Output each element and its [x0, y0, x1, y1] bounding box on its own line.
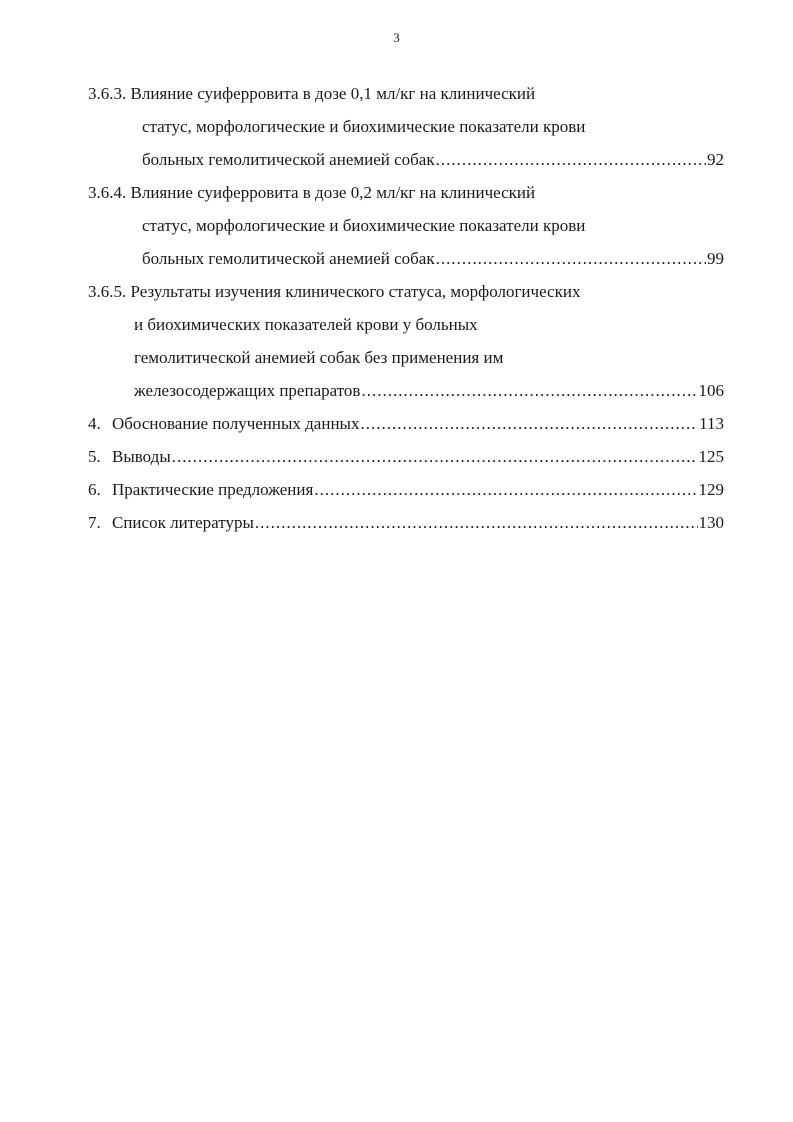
toc-entry-title: Результаты изучения клинического статуса, морфологических — [130, 282, 581, 301]
dot-leader — [361, 374, 697, 407]
toc-entry-number: 4. — [88, 414, 101, 433]
toc-page-number: 130 — [698, 513, 724, 532]
toc-page-number: 106 — [698, 381, 724, 400]
toc-entry-number: 3.6.4. — [88, 183, 127, 202]
toc-entry-title: железосодержащих препаратов — [134, 381, 361, 400]
toc-entry-number: 7. — [88, 513, 101, 532]
toc-entry-3-6-3-line-3 — [88, 143, 724, 176]
toc-entry-number: 6. — [88, 480, 101, 499]
toc-entry-3-6-5-line-3: гемолитической анемией собак без применения им — [134, 348, 504, 367]
toc-entry-title: Список литературы — [112, 513, 254, 532]
toc-entry-number: 3.6.5. — [88, 282, 127, 301]
dot-leader — [360, 407, 698, 440]
toc-page-number: 113 — [699, 414, 724, 433]
toc-entry-title: Практические предложения — [112, 480, 314, 499]
toc-entry-title: больных гемолитической анемией собак — [142, 150, 435, 169]
toc-entry-3-6-4-line-1 — [88, 176, 724, 209]
toc-entry-number: 5. — [88, 447, 101, 466]
toc-entry-number: 3.6.3. — [88, 84, 127, 103]
toc-entry-3-6-5-line-4 — [88, 374, 724, 407]
toc-page-number: 129 — [698, 480, 724, 499]
toc-entry-4 — [88, 407, 724, 440]
table-of-contents — [88, 77, 724, 539]
toc-entry-3-6-3-line-2: статус, морфологические и биохимические показатели крови — [142, 117, 586, 136]
toc-entry-5 — [88, 440, 724, 473]
toc-entry-3-6-3-line-1 — [88, 77, 724, 110]
toc-entry-title: Влияние суиферровита в дозе 0,1 мл/кг на клинический — [130, 84, 536, 103]
toc-entry-6 — [88, 473, 724, 506]
toc-entry-3-6-5-line-2: и биохимических показателей крови у больных — [134, 315, 478, 334]
toc-page-number: 92 — [707, 150, 724, 169]
toc-entry-3-6-5-line-1 — [88, 275, 724, 308]
toc-entry-title: Обоснование полученных данных — [112, 414, 360, 433]
dot-leader — [255, 506, 698, 539]
dot-leader — [314, 473, 697, 506]
dot-leader — [172, 440, 698, 473]
toc-entry-7 — [88, 506, 724, 539]
toc-entry-title: больных гемолитической анемией собак — [142, 249, 435, 268]
toc-entry-title: Выводы — [112, 447, 171, 466]
toc-page-number: 125 — [698, 447, 724, 466]
toc-page-number: 99 — [707, 249, 724, 268]
page-number: 3 — [393, 30, 400, 45]
toc-entry-3-6-4-line-2: статус, морфологические и биохимические показатели крови — [142, 216, 586, 235]
toc-entry-3-6-4-line-3 — [88, 242, 724, 275]
toc-entry-title: Влияние суиферровита в дозе 0,2 мл/кг на клинический — [130, 183, 536, 202]
dot-leader — [436, 242, 706, 275]
dot-leader — [436, 143, 706, 176]
